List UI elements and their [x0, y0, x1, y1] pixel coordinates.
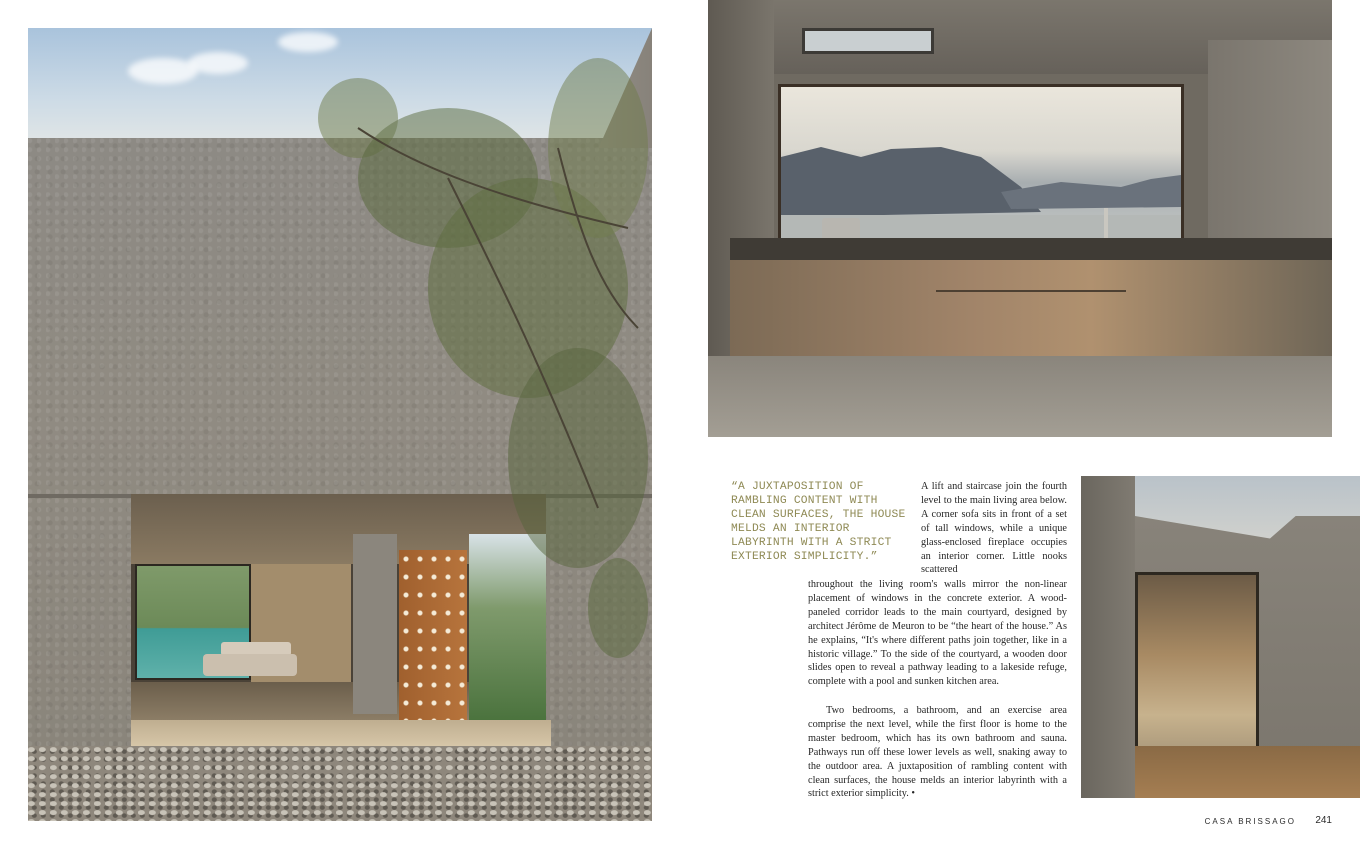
wood-deck [131, 720, 551, 746]
page-number: 241 [1315, 815, 1332, 826]
counter-top [730, 238, 1332, 260]
courtyard-left-wall [1081, 476, 1135, 798]
running-head: CASA BRISSAGO [1204, 817, 1296, 826]
corner-sofa [203, 654, 297, 676]
skylight [802, 28, 934, 54]
exterior-photo [28, 28, 652, 821]
body-text-paragraph-2: Two bedrooms, a bathroom, and an exercise area comprise the next level, while the first floor is home to the master bedroom, which has its own bathroom and sauna. Pathways run off these lower levels as well, snaking away to the outdoor area. A juxtaposition of rambling content with clean surfaces, the house melds an interior labyrinth with a strict exterior simplicity. • [808, 705, 1067, 800]
pull-quote: “A JUXTAPOSITION OF RAMBLING CONTENT WITH CLEAN SURFACES, THE HOUSE MELDS AN INTERIOR LABYRINTH WITH A STRICT EXTERIOR SIMPLICITY.” [731, 481, 906, 563]
drawer-line [936, 290, 1126, 292]
kitchen-tap [1104, 208, 1108, 240]
olive-tree [298, 28, 652, 668]
body-text-narrow: A lift and staircase join the fourth level to the main living area below. A corner sofa sits in front of a set of tall windows, while a unique glass-enclosed fireplace occupies an interior corner. Little nooks scattered [921, 481, 1067, 576]
kitchen-cabinet [730, 260, 1332, 356]
body-text-wide: throughout the living room's walls mirror the non-linear placement of windows in the concrete exterior. A wood-paneled corridor leads to the main courtyard, designed by architect Jérôme de Meuron to be “the heart of the house.” As he explains, “It's where different paths join together, like in a historic village.” To the side of the courtyard, a wooden door slides open to reveal a pathway leading to a lakeside refuge, complete with a pool and sunken kitchen area. [808, 579, 1067, 688]
courtyard-photo [1081, 476, 1360, 798]
pebble-ground [28, 746, 652, 821]
cloud [188, 52, 248, 74]
kitchen-photo [708, 0, 1332, 437]
kitchen-floor [708, 356, 1332, 437]
courtyard-deck [1135, 746, 1360, 798]
